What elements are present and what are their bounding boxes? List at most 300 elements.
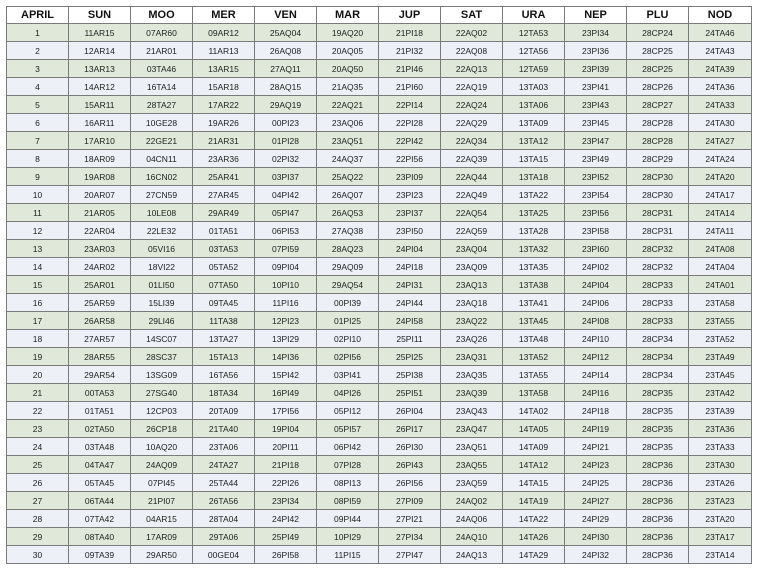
position-cell-ura: 12TA53 [503,24,565,42]
position-cell-mar: 05PI12 [317,402,379,420]
position-cell-moo: 28SC37 [131,348,193,366]
position-cell-mar: 29AQ09 [317,258,379,276]
position-cell-moo: 05VI16 [131,240,193,258]
position-cell-sat: 22AQ19 [441,78,503,96]
position-cell-nod: 24TA01 [689,276,752,294]
position-cell-mar: 11PI15 [317,546,379,564]
table-row [7,96,752,114]
position-cell-moo: 16TA14 [131,78,193,96]
position-cell-moo: 10AQ20 [131,438,193,456]
position-cell-sat: 23AQ26 [441,330,503,348]
position-cell-sun: 08TA40 [69,528,131,546]
position-cell-jup: 22PI56 [379,150,441,168]
table-row [7,420,752,438]
position-cell-ven: 29AQ19 [255,96,317,114]
position-cell-moo: 29LI46 [131,312,193,330]
position-cell-ven: 17PI56 [255,402,317,420]
position-cell-nep: 23PI34 [565,24,627,42]
position-cell-moo: 01LI50 [131,276,193,294]
table-row [7,294,752,312]
position-cell-ven: 28AQ15 [255,78,317,96]
position-cell-sat: 24AQ02 [441,492,503,510]
position-cell-sun: 23AR03 [69,240,131,258]
position-cell-mar: 29AQ54 [317,276,379,294]
position-cell-plu: 28CP24 [627,24,689,42]
position-cell-plu: 28CP34 [627,330,689,348]
position-cell-mar: 26AQ07 [317,186,379,204]
position-cell-nod: 24TA46 [689,24,752,42]
position-cell-moo: 13SG09 [131,366,193,384]
position-cell-sat: 23AQ59 [441,474,503,492]
position-cell-nod: 23TA26 [689,474,752,492]
day-cell: 8 [7,150,69,168]
table-row [7,492,752,510]
position-cell-nod: 23TA52 [689,330,752,348]
position-cell-nep: 23PI45 [565,114,627,132]
position-cell-mer: 28TA04 [193,510,255,528]
position-cell-mer: 27AR45 [193,186,255,204]
position-cell-sun: 09TA39 [69,546,131,564]
position-cell-jup: 24PI58 [379,312,441,330]
position-cell-nep: 24PI25 [565,474,627,492]
position-cell-mar: 00PI39 [317,294,379,312]
position-cell-ura: 14TA19 [503,492,565,510]
position-cell-nod: 24TA08 [689,240,752,258]
position-cell-sun: 28AR55 [69,348,131,366]
day-cell: 18 [7,330,69,348]
position-cell-plu: 28CP33 [627,276,689,294]
column-header-jup: JUP [379,7,441,24]
position-cell-moo: 04CN11 [131,150,193,168]
day-cell: 21 [7,384,69,402]
day-cell: 9 [7,168,69,186]
position-cell-plu: 28CP27 [627,96,689,114]
day-cell: 22 [7,402,69,420]
position-cell-moo: 29AR50 [131,546,193,564]
position-cell-jup: 25PI25 [379,348,441,366]
position-cell-nod: 23TA58 [689,294,752,312]
position-cell-ura: 13TA52 [503,348,565,366]
position-cell-nod: 23TA14 [689,546,752,564]
position-cell-sun: 14AR12 [69,78,131,96]
position-cell-moo: 16CN02 [131,168,193,186]
position-cell-ura: 13TA35 [503,258,565,276]
position-cell-moo: 15LI39 [131,294,193,312]
position-cell-ura: 14TA15 [503,474,565,492]
position-cell-mer: 23AR36 [193,150,255,168]
position-cell-ven: 06PI53 [255,222,317,240]
position-cell-mer: 11TA38 [193,312,255,330]
table-row [7,348,752,366]
position-cell-sun: 24AR02 [69,258,131,276]
position-cell-nep: 24PI21 [565,438,627,456]
position-cell-mer: 19AR26 [193,114,255,132]
position-cell-jup: 27PI34 [379,528,441,546]
day-cell: 27 [7,492,69,510]
position-cell-sat: 23AQ39 [441,384,503,402]
position-cell-nep: 23PI49 [565,150,627,168]
position-cell-ura: 13TA03 [503,78,565,96]
table-row [7,384,752,402]
day-cell: 17 [7,312,69,330]
position-cell-nep: 24PI06 [565,294,627,312]
day-cell: 25 [7,456,69,474]
position-cell-mer: 11AR13 [193,42,255,60]
position-cell-sun: 25AR01 [69,276,131,294]
position-cell-sat: 23AQ13 [441,276,503,294]
position-cell-sat: 22AQ29 [441,114,503,132]
position-cell-ven: 21PI18 [255,456,317,474]
day-cell: 16 [7,294,69,312]
position-cell-ura: 13TA25 [503,204,565,222]
position-cell-sun: 06TA44 [69,492,131,510]
position-cell-plu: 28CP36 [627,528,689,546]
day-cell: 24 [7,438,69,456]
position-cell-plu: 28CP36 [627,456,689,474]
position-cell-nod: 23TA17 [689,528,752,546]
position-cell-sat: 22AQ39 [441,150,503,168]
position-cell-plu: 28CP35 [627,438,689,456]
position-cell-nep: 24PI02 [565,258,627,276]
position-cell-mar: 04PI26 [317,384,379,402]
position-cell-moo: 27CN59 [131,186,193,204]
day-cell: 15 [7,276,69,294]
table-row [7,24,752,42]
column-header-ven: VEN [255,7,317,24]
table-header [7,7,752,24]
position-cell-sun: 01TA51 [69,402,131,420]
position-cell-sat: 23AQ47 [441,420,503,438]
position-cell-sat: 23AQ22 [441,312,503,330]
position-cell-jup: 22PI14 [379,96,441,114]
day-cell: 20 [7,366,69,384]
position-cell-mer: 17AR22 [193,96,255,114]
column-header-ura: URA [503,7,565,24]
position-cell-mar: 19AQ20 [317,24,379,42]
day-cell: 29 [7,528,69,546]
position-cell-plu: 28CP31 [627,204,689,222]
position-cell-jup: 23PI23 [379,186,441,204]
position-cell-mar: 08PI13 [317,474,379,492]
position-cell-nod: 24TA43 [689,42,752,60]
position-cell-nod: 23TA45 [689,366,752,384]
table-row [7,258,752,276]
day-cell: 11 [7,204,69,222]
position-cell-mar: 25AQ22 [317,168,379,186]
table-row [7,204,752,222]
position-cell-sun: 26AR58 [69,312,131,330]
position-cell-moo: 28TA27 [131,96,193,114]
position-cell-sat: 23AQ09 [441,258,503,276]
position-cell-nod: 24TA11 [689,222,752,240]
table-row [7,276,752,294]
position-cell-moo: 22LE32 [131,222,193,240]
position-cell-ura: 13TA28 [503,222,565,240]
position-cell-jup: 26PI56 [379,474,441,492]
position-cell-mar: 02PI56 [317,348,379,366]
day-cell: 2 [7,42,69,60]
position-cell-plu: 28CP35 [627,420,689,438]
header-row [7,7,752,24]
position-cell-ura: 13TA09 [503,114,565,132]
position-cell-moo: 10LE08 [131,204,193,222]
position-cell-nod: 24TA14 [689,204,752,222]
column-header-nep: NEP [565,7,627,24]
position-cell-ven: 14PI36 [255,348,317,366]
table-row [7,510,752,528]
position-cell-moo: 22GE21 [131,132,193,150]
position-cell-mer: 26TA56 [193,492,255,510]
position-cell-nep: 23PI54 [565,186,627,204]
position-cell-moo: 12CP03 [131,402,193,420]
position-cell-sun: 21AR05 [69,204,131,222]
position-cell-jup: 26PI43 [379,456,441,474]
position-cell-nod: 23TA30 [689,456,752,474]
position-cell-ven: 13PI29 [255,330,317,348]
position-cell-plu: 28CP29 [627,150,689,168]
position-cell-nep: 23PI60 [565,240,627,258]
position-cell-ura: 12TA56 [503,42,565,60]
table-row [7,168,752,186]
position-cell-ura: 13TA18 [503,168,565,186]
position-cell-mer: 25AR41 [193,168,255,186]
position-cell-nod: 23TA39 [689,402,752,420]
position-cell-ven: 00PI23 [255,114,317,132]
position-cell-jup: 27PI21 [379,510,441,528]
position-cell-nep: 24PI10 [565,330,627,348]
position-cell-ven: 16PI49 [255,384,317,402]
position-cell-mar: 21AQ35 [317,78,379,96]
position-cell-sat: 22AQ08 [441,42,503,60]
position-cell-sat: 23AQ31 [441,348,503,366]
position-cell-ven: 26PI58 [255,546,317,564]
position-cell-nep: 23PI56 [565,204,627,222]
position-cell-sat: 23AQ04 [441,240,503,258]
position-cell-jup: 27PI47 [379,546,441,564]
position-cell-moo: 18VI22 [131,258,193,276]
position-cell-plu: 28CP31 [627,222,689,240]
position-cell-ura: 14TA12 [503,456,565,474]
position-cell-sat: 23AQ18 [441,294,503,312]
position-cell-moo: 27SG40 [131,384,193,402]
position-cell-mar: 09PI44 [317,510,379,528]
position-cell-mer: 00GE04 [193,546,255,564]
table-row [7,222,752,240]
position-cell-mer: 23TA06 [193,438,255,456]
position-cell-ura: 14TA29 [503,546,565,564]
position-cell-jup: 24PI31 [379,276,441,294]
position-cell-sat: 22AQ13 [441,60,503,78]
table-row [7,438,752,456]
position-cell-plu: 28CP34 [627,366,689,384]
position-cell-mer: 29AR49 [193,204,255,222]
position-cell-sun: 04TA47 [69,456,131,474]
position-cell-mer: 24TA27 [193,456,255,474]
position-cell-sat: 22AQ54 [441,204,503,222]
position-cell-nod: 23TA42 [689,384,752,402]
position-cell-sun: 12AR14 [69,42,131,60]
position-cell-nep: 24PI29 [565,510,627,528]
position-cell-jup: 25PI51 [379,384,441,402]
position-cell-ura: 13TA12 [503,132,565,150]
position-cell-ven: 12PI23 [255,312,317,330]
position-cell-ven: 23PI34 [255,492,317,510]
ephemeris-table [6,6,752,564]
position-cell-nod: 24TA17 [689,186,752,204]
position-cell-ven: 15PI42 [255,366,317,384]
table-row [7,546,752,564]
table-row [7,366,752,384]
position-cell-nep: 24PI14 [565,366,627,384]
day-cell: 26 [7,474,69,492]
position-cell-plu: 28CP28 [627,132,689,150]
position-cell-nep: 24PI19 [565,420,627,438]
position-cell-nod: 24TA39 [689,60,752,78]
position-cell-jup: 25PI11 [379,330,441,348]
position-cell-ven: 02PI32 [255,150,317,168]
position-cell-sun: 13AR13 [69,60,131,78]
position-cell-sun: 03TA48 [69,438,131,456]
position-cell-ven: 20PI11 [255,438,317,456]
position-cell-nep: 24PI32 [565,546,627,564]
day-cell: 4 [7,78,69,96]
table-row [7,528,752,546]
position-cell-sat: 23AQ51 [441,438,503,456]
position-cell-jup: 23PI50 [379,222,441,240]
position-cell-mar: 26AQ53 [317,204,379,222]
position-cell-sat: 23AQ55 [441,456,503,474]
position-cell-plu: 28CP35 [627,384,689,402]
column-header-april: APRIL [7,7,69,24]
position-cell-nep: 23PI58 [565,222,627,240]
position-cell-ven: 07PI59 [255,240,317,258]
position-cell-moo: 04AR15 [131,510,193,528]
position-cell-jup: 25PI38 [379,366,441,384]
position-cell-ura: 13TA45 [503,312,565,330]
position-cell-nep: 24PI23 [565,456,627,474]
position-cell-nep: 23PI41 [565,78,627,96]
day-cell: 3 [7,60,69,78]
position-cell-sun: 15AR11 [69,96,131,114]
position-cell-moo: 03TA46 [131,60,193,78]
position-cell-mer: 16TA56 [193,366,255,384]
table-row [7,78,752,96]
position-cell-mar: 06PI42 [317,438,379,456]
position-cell-sun: 29AR54 [69,366,131,384]
position-cell-nod: 23TA20 [689,510,752,528]
position-cell-sat: 24AQ13 [441,546,503,564]
position-cell-mer: 15AR18 [193,78,255,96]
table-row [7,330,752,348]
day-cell: 1 [7,24,69,42]
position-cell-plu: 28CP36 [627,474,689,492]
table-row [7,186,752,204]
day-cell: 7 [7,132,69,150]
position-cell-ura: 14TA02 [503,402,565,420]
position-cell-jup: 26PI30 [379,438,441,456]
position-cell-ven: 19PI04 [255,420,317,438]
position-cell-mer: 18TA34 [193,384,255,402]
position-cell-mer: 13AR15 [193,60,255,78]
position-cell-plu: 28CP30 [627,168,689,186]
position-cell-plu: 28CP36 [627,510,689,528]
position-cell-jup: 21PI18 [379,24,441,42]
position-cell-plu: 28CP32 [627,258,689,276]
position-cell-nep: 24PI08 [565,312,627,330]
position-cell-mer: 21AR31 [193,132,255,150]
position-cell-plu: 28CP32 [627,240,689,258]
position-cell-sun: 18AR09 [69,150,131,168]
position-cell-jup: 27PI09 [379,492,441,510]
position-cell-sun: 22AR04 [69,222,131,240]
position-cell-plu: 28CP35 [627,402,689,420]
position-cell-jup: 21PI32 [379,42,441,60]
position-cell-jup: 22PI42 [379,132,441,150]
position-cell-ven: 24PI42 [255,510,317,528]
position-cell-nod: 24TA27 [689,132,752,150]
position-cell-mar: 10PI29 [317,528,379,546]
position-cell-mer: 09TA45 [193,294,255,312]
position-cell-ven: 22PI26 [255,474,317,492]
ephemeris-container [6,6,751,564]
table-row [7,240,752,258]
position-cell-nep: 24PI12 [565,348,627,366]
column-header-mar: MAR [317,7,379,24]
position-cell-ura: 13TA41 [503,294,565,312]
position-cell-ven: 01PI28 [255,132,317,150]
position-cell-jup: 23PI37 [379,204,441,222]
position-cell-sat: 22AQ24 [441,96,503,114]
position-cell-moo: 21AR01 [131,42,193,60]
position-cell-moo: 21PI07 [131,492,193,510]
position-cell-nod: 24TA30 [689,114,752,132]
table-body [7,24,752,564]
position-cell-mar: 20AQ50 [317,60,379,78]
day-cell: 28 [7,510,69,528]
position-cell-nod: 23TA49 [689,348,752,366]
position-cell-nod: 23TA23 [689,492,752,510]
position-cell-plu: 28CP34 [627,348,689,366]
position-cell-plu: 28CP25 [627,60,689,78]
position-cell-mar: 24AQ37 [317,150,379,168]
position-cell-jup: 23PI09 [379,168,441,186]
position-cell-plu: 28CP36 [627,492,689,510]
position-cell-mar: 05PI57 [317,420,379,438]
position-cell-jup: 24PI04 [379,240,441,258]
position-cell-nod: 24TA33 [689,96,752,114]
position-cell-jup: 24PI44 [379,294,441,312]
position-cell-moo: 26CP18 [131,420,193,438]
position-cell-mar: 07PI28 [317,456,379,474]
position-cell-mar: 23AQ51 [317,132,379,150]
position-cell-moo: 07AR60 [131,24,193,42]
position-cell-moo: 07PI45 [131,474,193,492]
position-cell-mer: 01TA51 [193,222,255,240]
position-cell-nod: 24TA20 [689,168,752,186]
position-cell-ura: 13TA38 [503,276,565,294]
position-cell-nep: 23PI47 [565,132,627,150]
position-cell-sat: 22AQ49 [441,186,503,204]
position-cell-sat: 23AQ43 [441,402,503,420]
position-cell-ven: 27AQ11 [255,60,317,78]
position-cell-ura: 13TA55 [503,366,565,384]
position-cell-sat: 22AQ34 [441,132,503,150]
position-cell-mer: 07TA50 [193,276,255,294]
position-cell-nod: 23TA36 [689,420,752,438]
position-cell-mar: 01PI25 [317,312,379,330]
position-cell-ura: 14TA22 [503,510,565,528]
position-cell-sun: 19AR08 [69,168,131,186]
